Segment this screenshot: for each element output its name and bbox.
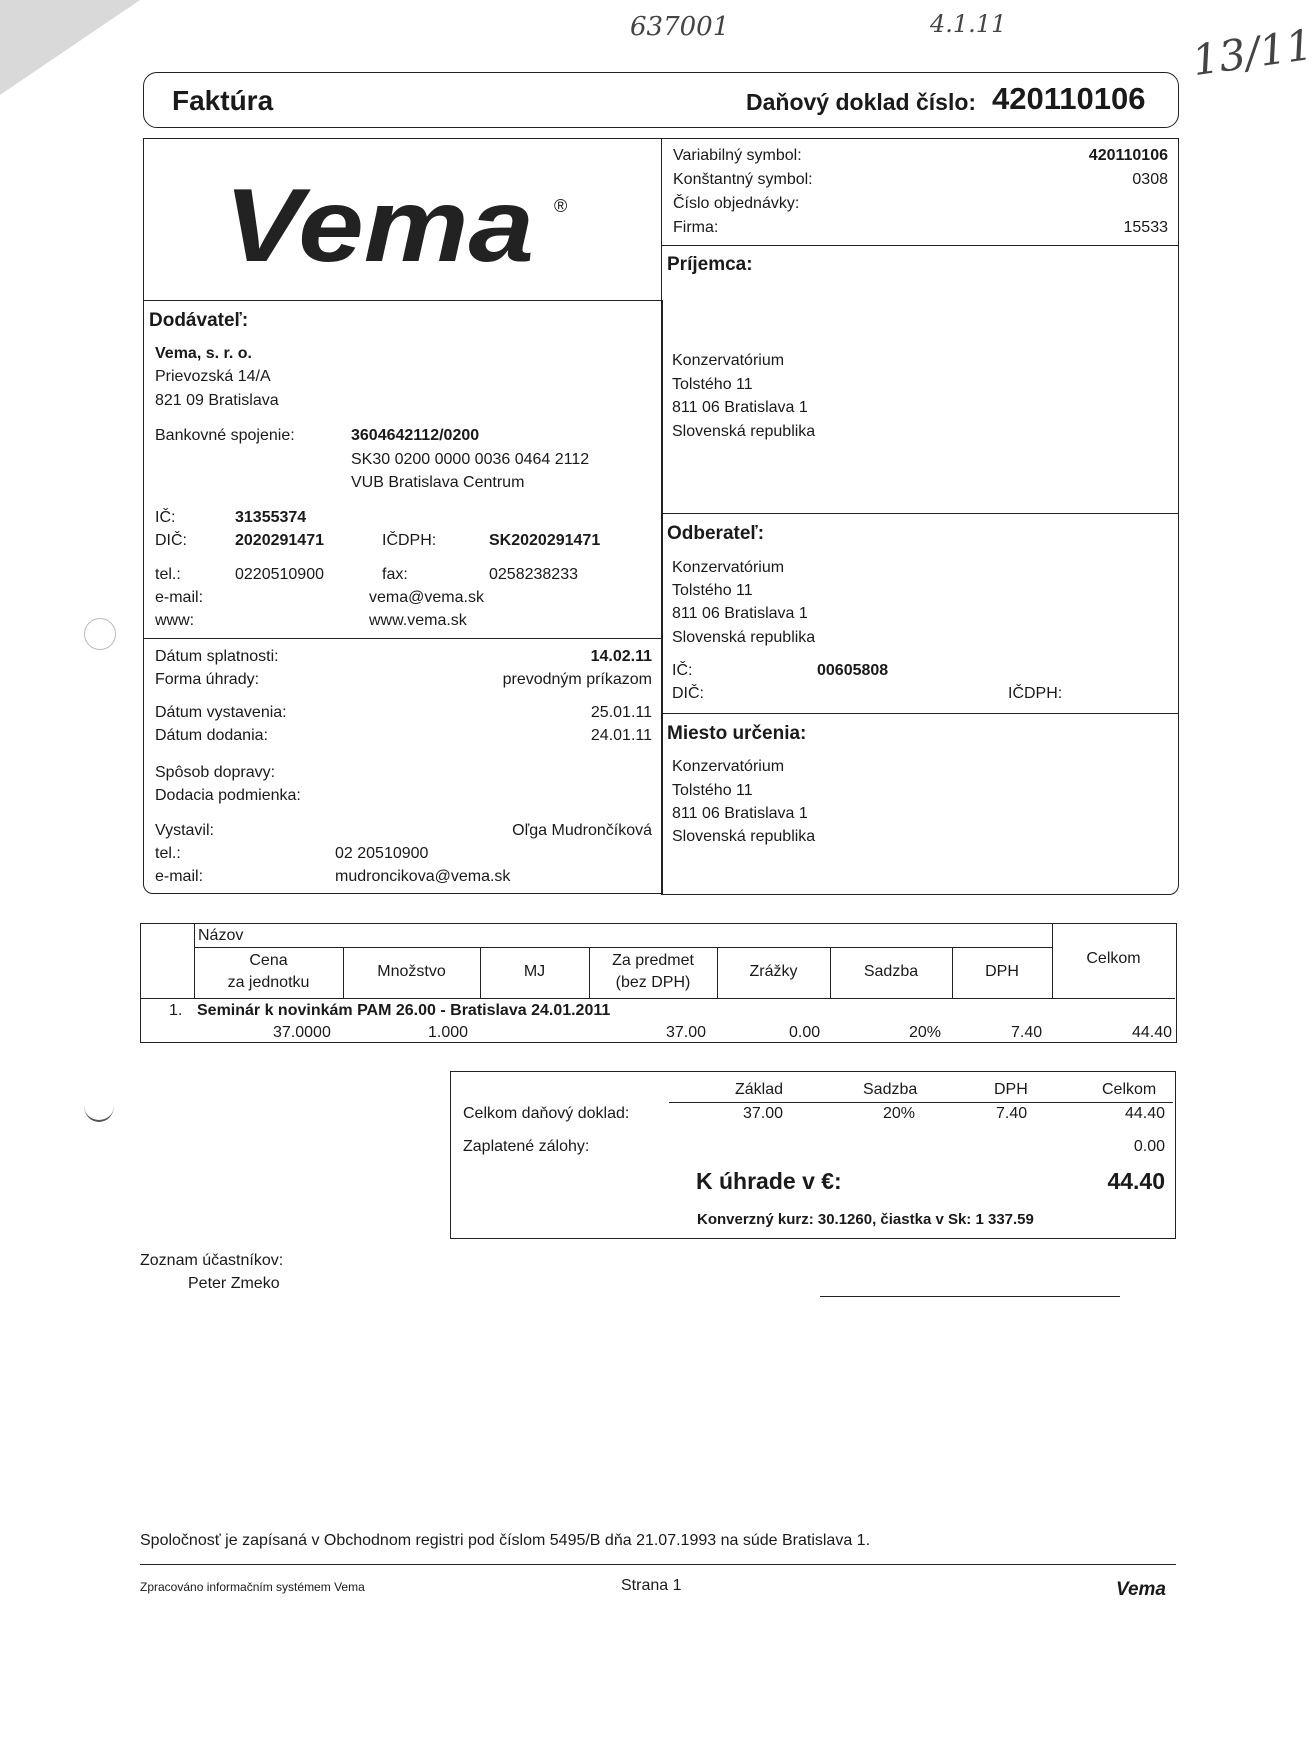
buyer-line: Tolstého 11 (672, 582, 753, 599)
supplier-tel-label: tel.: (155, 566, 181, 583)
issuer-email-value: mudroncikova@vema.sk (335, 868, 511, 885)
recipient-line: Konzervatórium (672, 352, 785, 369)
signature-line (820, 1296, 1120, 1297)
items-table (140, 923, 1177, 1043)
issuer-tel-label: tel.: (155, 845, 181, 862)
buyer-box (661, 513, 1179, 714)
delivery-terms-label: Dodacia podmienka: (155, 787, 301, 804)
supplier-box (143, 300, 663, 639)
buyer-line: 811 06 Bratislava 1 (672, 605, 808, 622)
constant-symbol-label: Konštantný symbol: (673, 171, 813, 188)
recipient-heading: Príjemca: (667, 254, 753, 275)
destination-line: Tolstého 11 (672, 782, 753, 799)
handwritten-note: 637001 (630, 12, 730, 42)
bank-account: 3604642112/0200 (351, 427, 480, 444)
table-row-rate: 20% (909, 1024, 942, 1041)
supplier-ic-label: IČ: (155, 509, 176, 526)
bank-name: VUB Bratislava Centrum (351, 474, 525, 491)
payment-method-label: Forma úhrady: (155, 671, 260, 688)
handwritten-page-count: 13/11 (1189, 19, 1316, 86)
variable-symbol-value: 420110106 (1088, 147, 1168, 164)
supplier-ic-value: 31355374 (235, 509, 307, 526)
registered-mark: ® (554, 196, 568, 216)
registry-note: Spoločnosť je zapísaná v Obchodnom registri pod číslom 5495/B dňa 21.07.1993 na súde Bratislava 1. (140, 1532, 871, 1549)
punch-hole (84, 1090, 114, 1122)
buyer-line: Konzervatórium (672, 559, 785, 576)
supplier-dic-label: DIČ: (155, 532, 187, 549)
recipient-line: 811 06 Bratislava 1 (672, 399, 808, 416)
tax-doc-number: 420110106 (992, 81, 1146, 116)
table-divider (194, 947, 1052, 948)
summary-box (450, 1071, 1176, 1239)
order-number-label: Číslo objednávky: (673, 195, 800, 212)
table-row-number: 1. (169, 1002, 183, 1019)
iban: SK30 0200 0000 0036 0464 2112 (351, 451, 590, 468)
summary-base: 37.00 (743, 1105, 784, 1122)
col-header-unit-price (194, 950, 343, 994)
vema-logo (224, 169, 554, 289)
symbols-box (661, 138, 1179, 246)
due-date-value: 14.02.11 (590, 648, 652, 665)
summary-rate: 20% (883, 1105, 916, 1122)
summary-vat: 7.40 (996, 1105, 1028, 1122)
issued-by-label: Vystavil: (155, 822, 214, 839)
buyer-dic-label: DIČ: (672, 685, 704, 702)
table-row-total: 44.40 (1131, 1024, 1172, 1041)
participants-label: Zoznam účastníkov: (140, 1252, 284, 1269)
supplier-email-value: vema@vema.sk (369, 589, 484, 606)
buyer-line: Slovenská republika (672, 629, 816, 646)
supplier-icdph-label: IČDPH: (382, 532, 437, 549)
firm-label: Firma: (673, 219, 719, 236)
constant-symbol-value: 0308 (1132, 171, 1168, 188)
supplier-city: 821 09 Bratislava (155, 392, 279, 409)
destination-line: Konzervatórium (672, 758, 785, 775)
supplier-email-label: e-mail: (155, 589, 204, 606)
destination-heading: Miesto určenia: (667, 723, 807, 744)
summary-h-rate: Sadzba (863, 1081, 918, 1098)
destination-line: 811 06 Bratislava 1 (672, 805, 808, 822)
table-row-quantity: 1.000 (428, 1024, 469, 1041)
table-row-unit-price: 37.0000 (273, 1024, 331, 1041)
processed-by: Zpracováno informačním systémem Vema (140, 1580, 365, 1594)
recipient-box (661, 245, 1179, 514)
col-header-unit-price-line2: za jednotku (227, 974, 310, 991)
col-header-total: Celkom (1086, 950, 1141, 967)
issuer-tel-value: 02 20510900 (335, 845, 429, 862)
summary-total: 44.40 (1124, 1105, 1165, 1122)
col-header-quantity: Množstvo (377, 963, 446, 980)
table-header-bottom (141, 998, 1175, 999)
table-row-base: 37.00 (666, 1024, 707, 1041)
col-header-deductions: Zrážky (749, 963, 798, 980)
summary-total-label: Celkom daňový doklad: (463, 1105, 630, 1122)
logo-box (143, 138, 661, 301)
recipient-line: Slovenská republika (672, 423, 816, 440)
amount-due-value: 44.40 (1107, 1168, 1165, 1194)
tax-doc-label: Daňový doklad číslo: (746, 89, 977, 115)
table-row-deductions: 0.00 (789, 1024, 821, 1041)
issued-by-value: Oľga Mudrončíková (512, 822, 652, 839)
summary-header-line (669, 1102, 1173, 1103)
due-date-label: Dátum splatnosti: (155, 648, 279, 665)
delivery-date-value: 24.01.11 (590, 727, 652, 744)
destination-line: Slovenská republika (672, 828, 816, 845)
punch-hole (84, 618, 116, 650)
invoice-title: Faktúra (172, 85, 274, 116)
col-header-base (589, 950, 717, 994)
participant-name: Peter Zmeko (188, 1275, 280, 1292)
payment-method-value: prevodným príkazom (502, 671, 652, 688)
summary-h-base: Základ (735, 1081, 784, 1098)
col-header-base-line2: (bez DPH) (615, 974, 691, 991)
invoice-header (143, 72, 1179, 128)
supplier-heading: Dodávateľ: (149, 310, 249, 331)
supplier-icdph-value: SK2020291471 (489, 532, 601, 549)
amount-due-label: K úhrade v €: (696, 1168, 842, 1194)
buyer-ic-label: IČ: (672, 662, 693, 679)
col-header-unit: MJ (523, 963, 546, 980)
supplier-dic-value: 2020291471 (235, 532, 324, 549)
delivery-date-label: Dátum dodania: (155, 727, 268, 744)
supplier-fax-label: fax: (382, 566, 408, 583)
page-number: Strana 1 (621, 1577, 682, 1594)
variable-symbol-label: Variabilný symbol: (673, 147, 802, 164)
supplier-name: Vema, s. r. o. (155, 345, 252, 362)
buyer-icdph-label: IČDPH: (1008, 685, 1063, 702)
firm-value: 15533 (1123, 219, 1168, 236)
advance-payments-value: 0.00 (1133, 1138, 1165, 1155)
vema-logo-text: Vema (224, 168, 534, 284)
table-row-vat: 7.40 (1011, 1024, 1043, 1041)
buyer-heading: Odberateľ: (667, 523, 765, 544)
recipient-line: Tolstého 11 (672, 376, 753, 393)
buyer-ic-value: 00605808 (817, 662, 889, 679)
bank-label: Bankovné spojenie: (155, 427, 295, 444)
destination-box (661, 713, 1179, 895)
issue-date-label: Dátum vystavenia: (155, 704, 287, 721)
col-header-name: Názov (198, 927, 244, 944)
supplier-www-value: www.vema.sk (369, 612, 467, 629)
supplier-www-label: www: (155, 612, 195, 629)
supplier-tel-value: 0220510900 (235, 566, 324, 583)
issuer-email-label: e-mail: (155, 868, 204, 885)
summary-h-total: Celkom (1102, 1081, 1157, 1098)
supplier-fax-value: 0258238233 (489, 566, 578, 583)
summary-h-vat: DPH (994, 1081, 1028, 1098)
issue-date-value: 25.01.11 (590, 704, 652, 721)
footer-logo: Vema (1116, 1579, 1166, 1600)
supplier-street: Prievozská 14/A (155, 368, 271, 385)
dates-box (143, 638, 663, 894)
col-header-unit-price-line1: Cena (249, 952, 288, 969)
handwritten-date: 4.1.11 (930, 10, 1007, 38)
table-row-name: Seminár k novinkám PAM 26.00 - Bratislava 24.01.2011 (197, 1002, 611, 1019)
col-header-base-line1: Za predmet (612, 952, 694, 969)
footer-line (140, 1564, 1176, 1565)
advance-payments-label: Zaplatené zálohy: (463, 1138, 590, 1155)
transport-label: Spôsob dopravy: (155, 764, 276, 781)
page-corner-shadow (0, 0, 140, 95)
conversion-rate: Konverzný kurz: 30.1260, čiastka v Sk: 1 337.59 (697, 1211, 1034, 1228)
col-header-vat: DPH (985, 963, 1019, 980)
col-header-rate: Sadzba (863, 963, 919, 980)
